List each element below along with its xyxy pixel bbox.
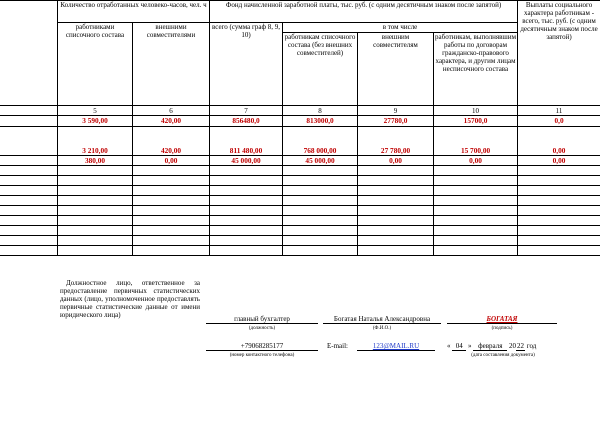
col-number-cell xyxy=(0,106,58,116)
signature-value: БОГАТАЯ xyxy=(486,315,518,323)
payments-group-header: Выплаты социального характера работникам - всего, тыс. руб. (с одним десятичным знаком после запятой) xyxy=(518,1,600,106)
empty-cell xyxy=(434,196,518,206)
empty-cell xyxy=(58,236,133,246)
empty-cell xyxy=(358,246,434,256)
email-label: E-mail: xyxy=(327,342,348,350)
value-cell: 0,00 xyxy=(434,156,518,166)
empty-cell xyxy=(210,186,283,196)
fund-group-header: Фонд начисленной заработной платы, тыс. руб. (с одним десятичным знаком после запятой) xyxy=(210,1,518,23)
empty-row xyxy=(0,176,600,186)
date-year: 22 xyxy=(517,342,524,350)
empty-cell xyxy=(0,236,58,246)
date-caption: (дата составления документа) xyxy=(471,353,535,358)
col-number-cell: 5 xyxy=(58,106,133,116)
empty-cell xyxy=(283,176,358,186)
date-field xyxy=(447,342,559,351)
empty-cell xyxy=(358,236,434,246)
value-cell: 27 780,00 xyxy=(358,127,434,156)
column-numbers-row xyxy=(0,106,600,116)
signature-field xyxy=(447,315,557,324)
name-value: Богатая Наталья Александровна xyxy=(333,315,431,323)
empty-cell xyxy=(133,206,210,216)
col-staff-fund-header: работникам списочного состава (без внешних совместителей) xyxy=(283,33,358,106)
date-open-quote: « xyxy=(447,342,451,350)
value-cell: 0,00 xyxy=(518,127,600,156)
value-cell: 856480,0 xyxy=(210,116,283,127)
empty-cell xyxy=(210,226,283,236)
empty-row xyxy=(0,246,600,256)
value-cell: 27780,0 xyxy=(358,116,434,127)
empty-cell xyxy=(283,166,358,176)
empty-row xyxy=(0,206,600,216)
empty-cell xyxy=(0,186,58,196)
empty-cell xyxy=(283,186,358,196)
value-cell: 0,0 xyxy=(518,116,600,127)
empty-cell xyxy=(283,216,358,226)
row-label-cell xyxy=(0,156,58,166)
row-label-cell xyxy=(0,127,58,156)
empty-row xyxy=(0,186,600,196)
empty-cell xyxy=(283,226,358,236)
empty-cell xyxy=(0,166,58,176)
empty-cell xyxy=(0,176,58,186)
phone-value: +79068285177 xyxy=(240,342,284,350)
name-caption: (Ф.И.О.) xyxy=(372,326,392,331)
empty-cell xyxy=(518,206,600,216)
empty-cell xyxy=(518,196,600,206)
col-number-cell: 11 xyxy=(518,106,600,116)
empty-cell xyxy=(133,186,210,196)
empty-cell xyxy=(434,216,518,226)
row-label-column xyxy=(0,1,58,106)
empty-cell xyxy=(210,246,283,256)
value-cell: 15700,0 xyxy=(434,116,518,127)
empty-cell xyxy=(358,166,434,176)
empty-cell xyxy=(283,206,358,216)
empty-cell xyxy=(210,176,283,186)
value-cell: 813000,0 xyxy=(283,116,358,127)
empty-row xyxy=(0,226,600,236)
value-cell: 420,00 xyxy=(133,127,210,156)
col-number-cell: 8 xyxy=(283,106,358,116)
value-cell: 768 000,00 xyxy=(283,127,358,156)
row-label-cell xyxy=(0,116,58,127)
empty-cell xyxy=(283,236,358,246)
empty-cell xyxy=(518,176,600,186)
col-contract-fund-header: работникам, выполнявшим работы по договорам гражданско-правового характера, и другим лицам несписочного состава xyxy=(434,33,518,106)
empty-cell xyxy=(0,246,58,256)
empty-cell xyxy=(133,166,210,176)
value-cell: 0,00 xyxy=(358,156,434,166)
position-caption: (должность) xyxy=(248,326,276,331)
empty-cell xyxy=(434,166,518,176)
empty-cell xyxy=(358,176,434,186)
empty-cell xyxy=(518,166,600,176)
table-row xyxy=(0,156,600,166)
empty-cell xyxy=(210,216,283,226)
empty-cell xyxy=(0,206,58,216)
empty-cell xyxy=(0,226,58,236)
empty-cell xyxy=(434,236,518,246)
position-value: главный бухгалтер xyxy=(234,315,290,323)
empty-cell xyxy=(283,196,358,206)
col-staff-hours-header: работниками списочного состава xyxy=(58,23,133,106)
empty-cell xyxy=(0,196,58,206)
value-cell: 811 480,00 xyxy=(210,127,283,156)
col-total-header: всего (сумма граф 8, 9, 10) xyxy=(210,23,283,106)
name-field xyxy=(323,315,441,324)
value-cell: 0,00 xyxy=(518,156,600,166)
empty-cell xyxy=(210,196,283,206)
empty-cell xyxy=(434,176,518,186)
empty-row xyxy=(0,166,600,176)
empty-cell xyxy=(210,166,283,176)
empty-cell xyxy=(133,226,210,236)
empty-cell xyxy=(58,176,133,186)
empty-cell xyxy=(358,196,434,206)
official-text: Должностное лицо, ответственное за предоставление первичных статистических данных (лицо, уполномоченное предоставлять первичные статистические данные от имени юридического лица) xyxy=(60,279,200,319)
empty-cell xyxy=(434,246,518,256)
empty-cell xyxy=(58,206,133,216)
value-cell: 45 000,00 xyxy=(210,156,283,166)
empty-cell xyxy=(210,206,283,216)
phone-caption: (номер контактного телефона) xyxy=(229,353,295,358)
empty-cell xyxy=(133,246,210,256)
empty-cell xyxy=(133,216,210,226)
empty-cell xyxy=(518,246,600,256)
value-cell: 420,00 xyxy=(133,116,210,127)
position-field xyxy=(206,315,318,324)
empty-row xyxy=(0,236,600,246)
empty-cell xyxy=(58,186,133,196)
table-row xyxy=(0,116,600,127)
col-number-cell: 10 xyxy=(434,106,518,116)
empty-cell xyxy=(518,216,600,226)
hours-group-header: Количество отработанных человеко-часов, чел. ч xyxy=(58,1,210,23)
table-row xyxy=(0,127,600,156)
col-number-cell: 6 xyxy=(133,106,210,116)
empty-cell xyxy=(434,206,518,216)
date-close-quote: » xyxy=(468,342,472,350)
value-cell: 0,00 xyxy=(133,156,210,166)
empty-cell xyxy=(358,186,434,196)
empty-row xyxy=(0,196,600,206)
empty-cell xyxy=(58,246,133,256)
empty-cell xyxy=(434,226,518,236)
empty-cell xyxy=(133,176,210,186)
date-year-suffix: год xyxy=(526,342,537,350)
col-external-fund-header: внешним совместителям xyxy=(358,33,434,106)
date-month: февраля xyxy=(473,342,507,351)
empty-cell xyxy=(133,236,210,246)
date-day: 04 xyxy=(452,342,466,351)
empty-cell xyxy=(58,196,133,206)
empty-cell xyxy=(210,236,283,246)
col-external-hours-header: внешними совместителями xyxy=(133,23,210,106)
email-field xyxy=(357,342,435,351)
signature-caption: (подпись) xyxy=(491,326,513,331)
in-total-header: в том числе xyxy=(283,23,518,33)
empty-cell xyxy=(518,186,600,196)
email-link[interactable]: 123@MAIL.RU xyxy=(372,342,420,350)
empty-cell xyxy=(518,226,600,236)
value-cell: 380,00 xyxy=(58,156,133,166)
empty-cell xyxy=(358,226,434,236)
date-year-prefix: 20 xyxy=(509,342,516,350)
empty-cell xyxy=(133,196,210,206)
empty-cell xyxy=(358,216,434,226)
value-cell: 3 210,00 xyxy=(58,127,133,156)
phone-field xyxy=(206,342,318,351)
empty-cell xyxy=(434,186,518,196)
empty-cell xyxy=(0,216,58,226)
col-number-cell: 7 xyxy=(210,106,283,116)
empty-cell xyxy=(58,226,133,236)
value-cell: 3 590,00 xyxy=(58,116,133,127)
value-cell: 15 700,00 xyxy=(434,127,518,156)
empty-cell xyxy=(283,246,358,256)
value-cell: 45 000,00 xyxy=(283,156,358,166)
empty-cell xyxy=(58,166,133,176)
empty-cell xyxy=(58,216,133,226)
col-number-cell: 9 xyxy=(358,106,434,116)
empty-cell xyxy=(358,206,434,216)
empty-cell xyxy=(518,236,600,246)
empty-row xyxy=(0,216,600,226)
